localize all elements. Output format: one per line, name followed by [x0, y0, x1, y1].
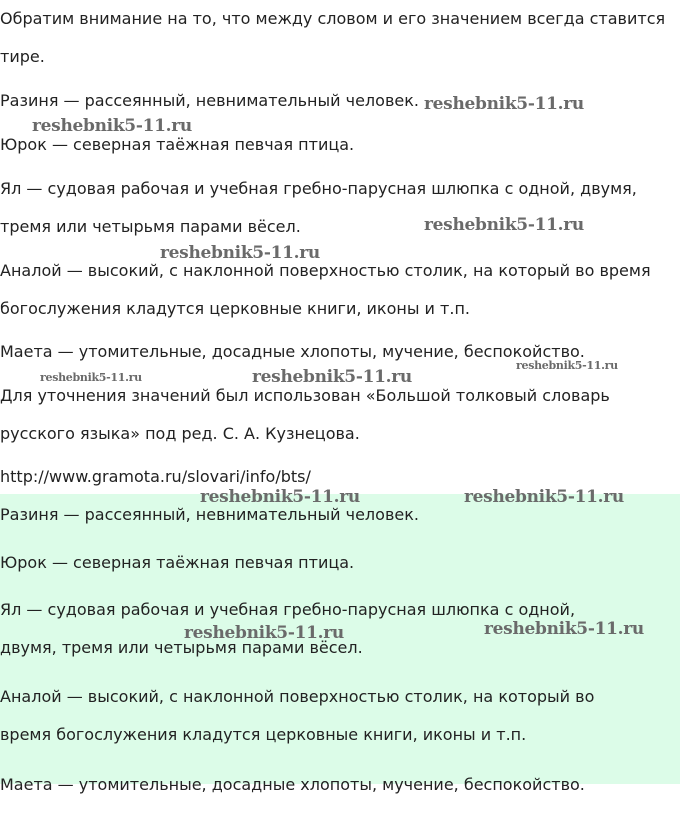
watermark: reshebnik5-11.ru: [484, 619, 644, 639]
watermark: reshebnik5-11.ru: [200, 487, 360, 507]
entry-razinya: Разиня — рассеянный, невнимательный человек.: [0, 91, 419, 110]
source-note: Для уточнения значений был использован «Большой толковый словарь русского языка» под ред. С. А. Кузнецова.: [0, 386, 610, 443]
watermark: reshebnik5-11.ru: [40, 371, 142, 384]
watermark: reshebnik5-11.ru: [424, 215, 584, 235]
answer-entry-yal: Ял — судовая рабочая и учебная гребно-парусная шлюпка с одной, двумя, тремя или четырьмя парами вёсел.: [0, 600, 576, 657]
watermark: reshebnik5-11.ru: [160, 243, 320, 263]
entry-mayeta: Маета — утомительные, досадные хлопоты, мучение, беспокойство.: [0, 342, 585, 361]
watermark: reshebnik5-11.ru: [32, 116, 192, 136]
watermark: reshebnik5-11.ru: [184, 623, 344, 643]
watermark: reshebnik5-11.ru: [464, 487, 624, 507]
answer-entry-analoy: Аналой — высокий, с наклонной поверхностью столик, на который во время богослужения кладутся церковные книги, иконы и т.п.: [0, 687, 595, 744]
answer-entry-mayeta: Маета — утомительные, досадные хлопоты, мучение, беспокойство.: [0, 775, 585, 794]
watermark: reshebnik5-11.ru: [252, 367, 412, 387]
answer-entry-yurok: Юрок — северная таёжная певчая птица.: [0, 553, 355, 572]
intro-paragraph: Обратим внимание на то, что между словом и его значением всегда ставится тире.: [0, 9, 666, 66]
watermark: reshebnik5-11.ru: [516, 359, 618, 372]
entry-analoy: Аналой — высокий, с наклонной поверхностью столик, на который во время богослужения кладутся церковные книги, иконы и т.п.: [0, 261, 651, 318]
watermark: reshebnik5-11.ru: [424, 94, 584, 114]
answer-entry-razinya: Разиня — рассеянный, невнимательный человек.: [0, 505, 419, 524]
entry-yal: Ял — судовая рабочая и учебная гребно-парусная шлюпка с одной, двумя, тремя или четырьмя парами вёсел.: [0, 179, 637, 236]
source-link[interactable]: http://www.gramota.ru/slovari/info/bts/: [0, 467, 311, 486]
entry-yurok: Юрок — северная таёжная певчая птица.: [0, 135, 355, 154]
